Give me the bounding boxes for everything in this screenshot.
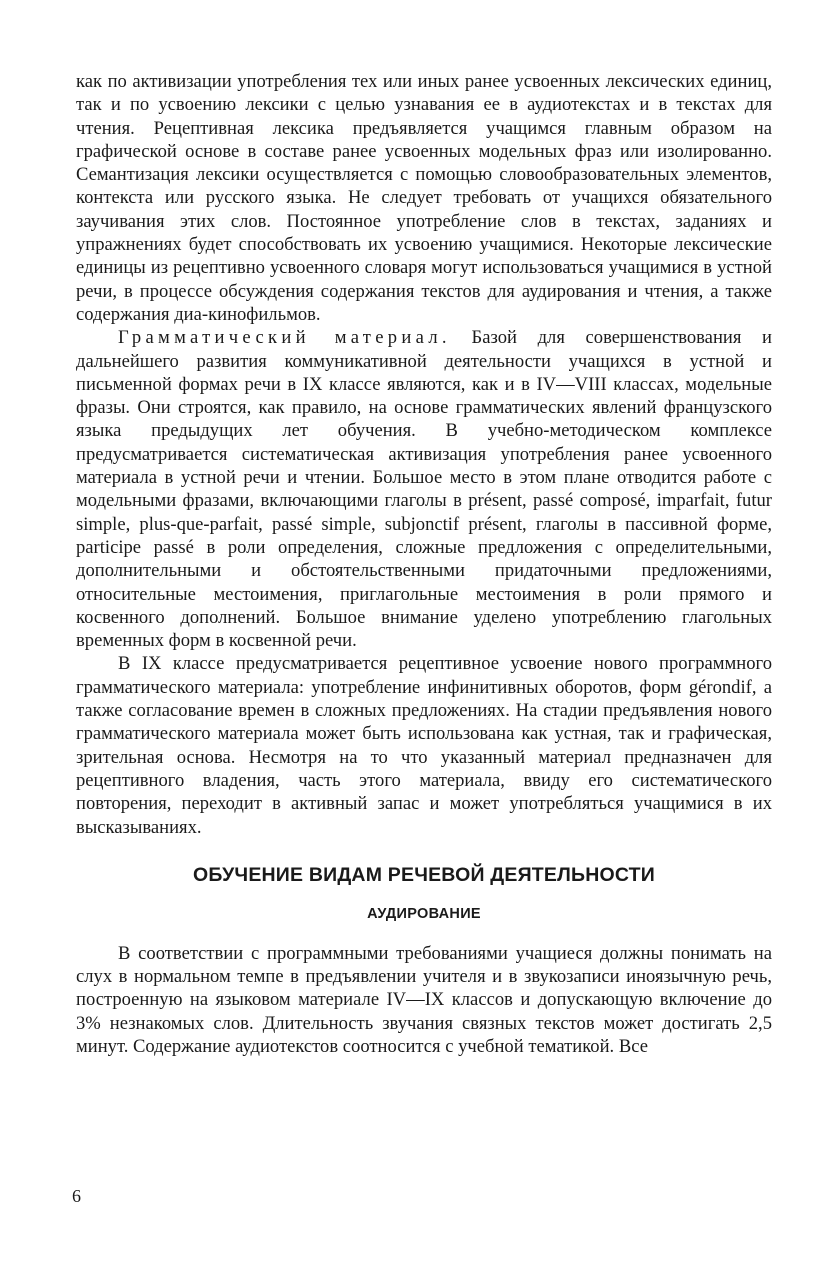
- section-heading: ОБУЧЕНИЕ ВИДАМ РЕЧЕВОЙ ДЕЯТЕЛЬНОСТИ: [192, 863, 655, 886]
- paragraph-receptive-grammar: В IX классе предусматривается рецептивное усвоение нового программного грамматического материала: употребление инфинитивных оборотов, форм gérondif, а также согласование времен в сложных предложениях. На стадии предъявления нового грамматического материала может быть использована как устная, так и графическая, зрительная основа. Несмотря на то что указанный материал предназначен для рецептивного владения, часть этого материала, ввиду его систематического повторения, переходит в активный запас и может употребляться учащимися в их высказываниях.: [76, 653, 772, 838]
- paragraph-listening: В соответствии с программными требованиями учащиеся должны понимать на слух в нормальном темпе в предъявлении учителя и в звукозаписи иноязычную речь, построенную на языковом материале IV—IX классов и допускающую включение до 3% незнакомых слов. Длительность звучания связных текстов может достигать 2,5 минут. Содержание аудиотекстов соотносится с учебной тематикой. Все: [76, 942, 772, 1057]
- paragraph-lexicon: как по активизации употребления тех или иных ранее усвоенных лексических единиц, так и по усвоению лексики с целью узнавания ее в аудиотекстах и в текстах для чтения. Рецептивная лексика предъявляется учащимся главным образом на графической основе в составе ранее усвоенных модельных фраз или изолированно. Семантизация лексики осуществляется с помощью словообразовательных элементов, контекста или русского языка. Не следует требовать от учащихся обязательного заучивания этих слов. Постоянное употребление слов в текстах, заданиях и упражнениях будет способствовать их усвоению учащимися. Некоторые лексические единицы из рецептивно усвоенного словаря могут использоваться учащимися в устной речи, в процессе обсуждения содержания текстов для аудирования и чтения, а также содержания диа-кинофильмов.: [76, 71, 772, 325]
- page-content: [76, 70, 772, 1058]
- subsection-heading: АУДИРОВАНИЕ: [367, 905, 481, 922]
- paragraph-grammar: [76, 326, 772, 652]
- grammar-lead-in: Грамматический материал.: [118, 327, 451, 349]
- page-number: 6: [72, 1186, 81, 1206]
- grammar-body: Базой для совершенствования и дальнейшего развития коммуникативной деятельности учащихся в устной и письменной формах речи в IX классе являются, как и в IV—VIII классах, модельные фразы. Они строятся, как правило, на основе грамматических явлений французского языка предыдущих лет обучения. В учебно-методическом комплексе предусматривается систематическая активизация употребления ранее усвоенного материала в устной речи и чтении. Большое место в этом плане отводится работе с модельными фразами, включающими глаголы в présent, passé composé, imparfait, futur simple, plus-que-parfait, passé simple, subjonctif présent, глаголы в пассивной форме, participe passé в роли определения, сложные предложения с определительными, дополнительными и обстоятельственными придаточными предложениями, относительные местоимения, приглагольные местоимения в роли прямого и косвенного дополнений. Большое внимание уделено употреблению глагольных временных форм в косвенной речи.: [76, 327, 772, 652]
